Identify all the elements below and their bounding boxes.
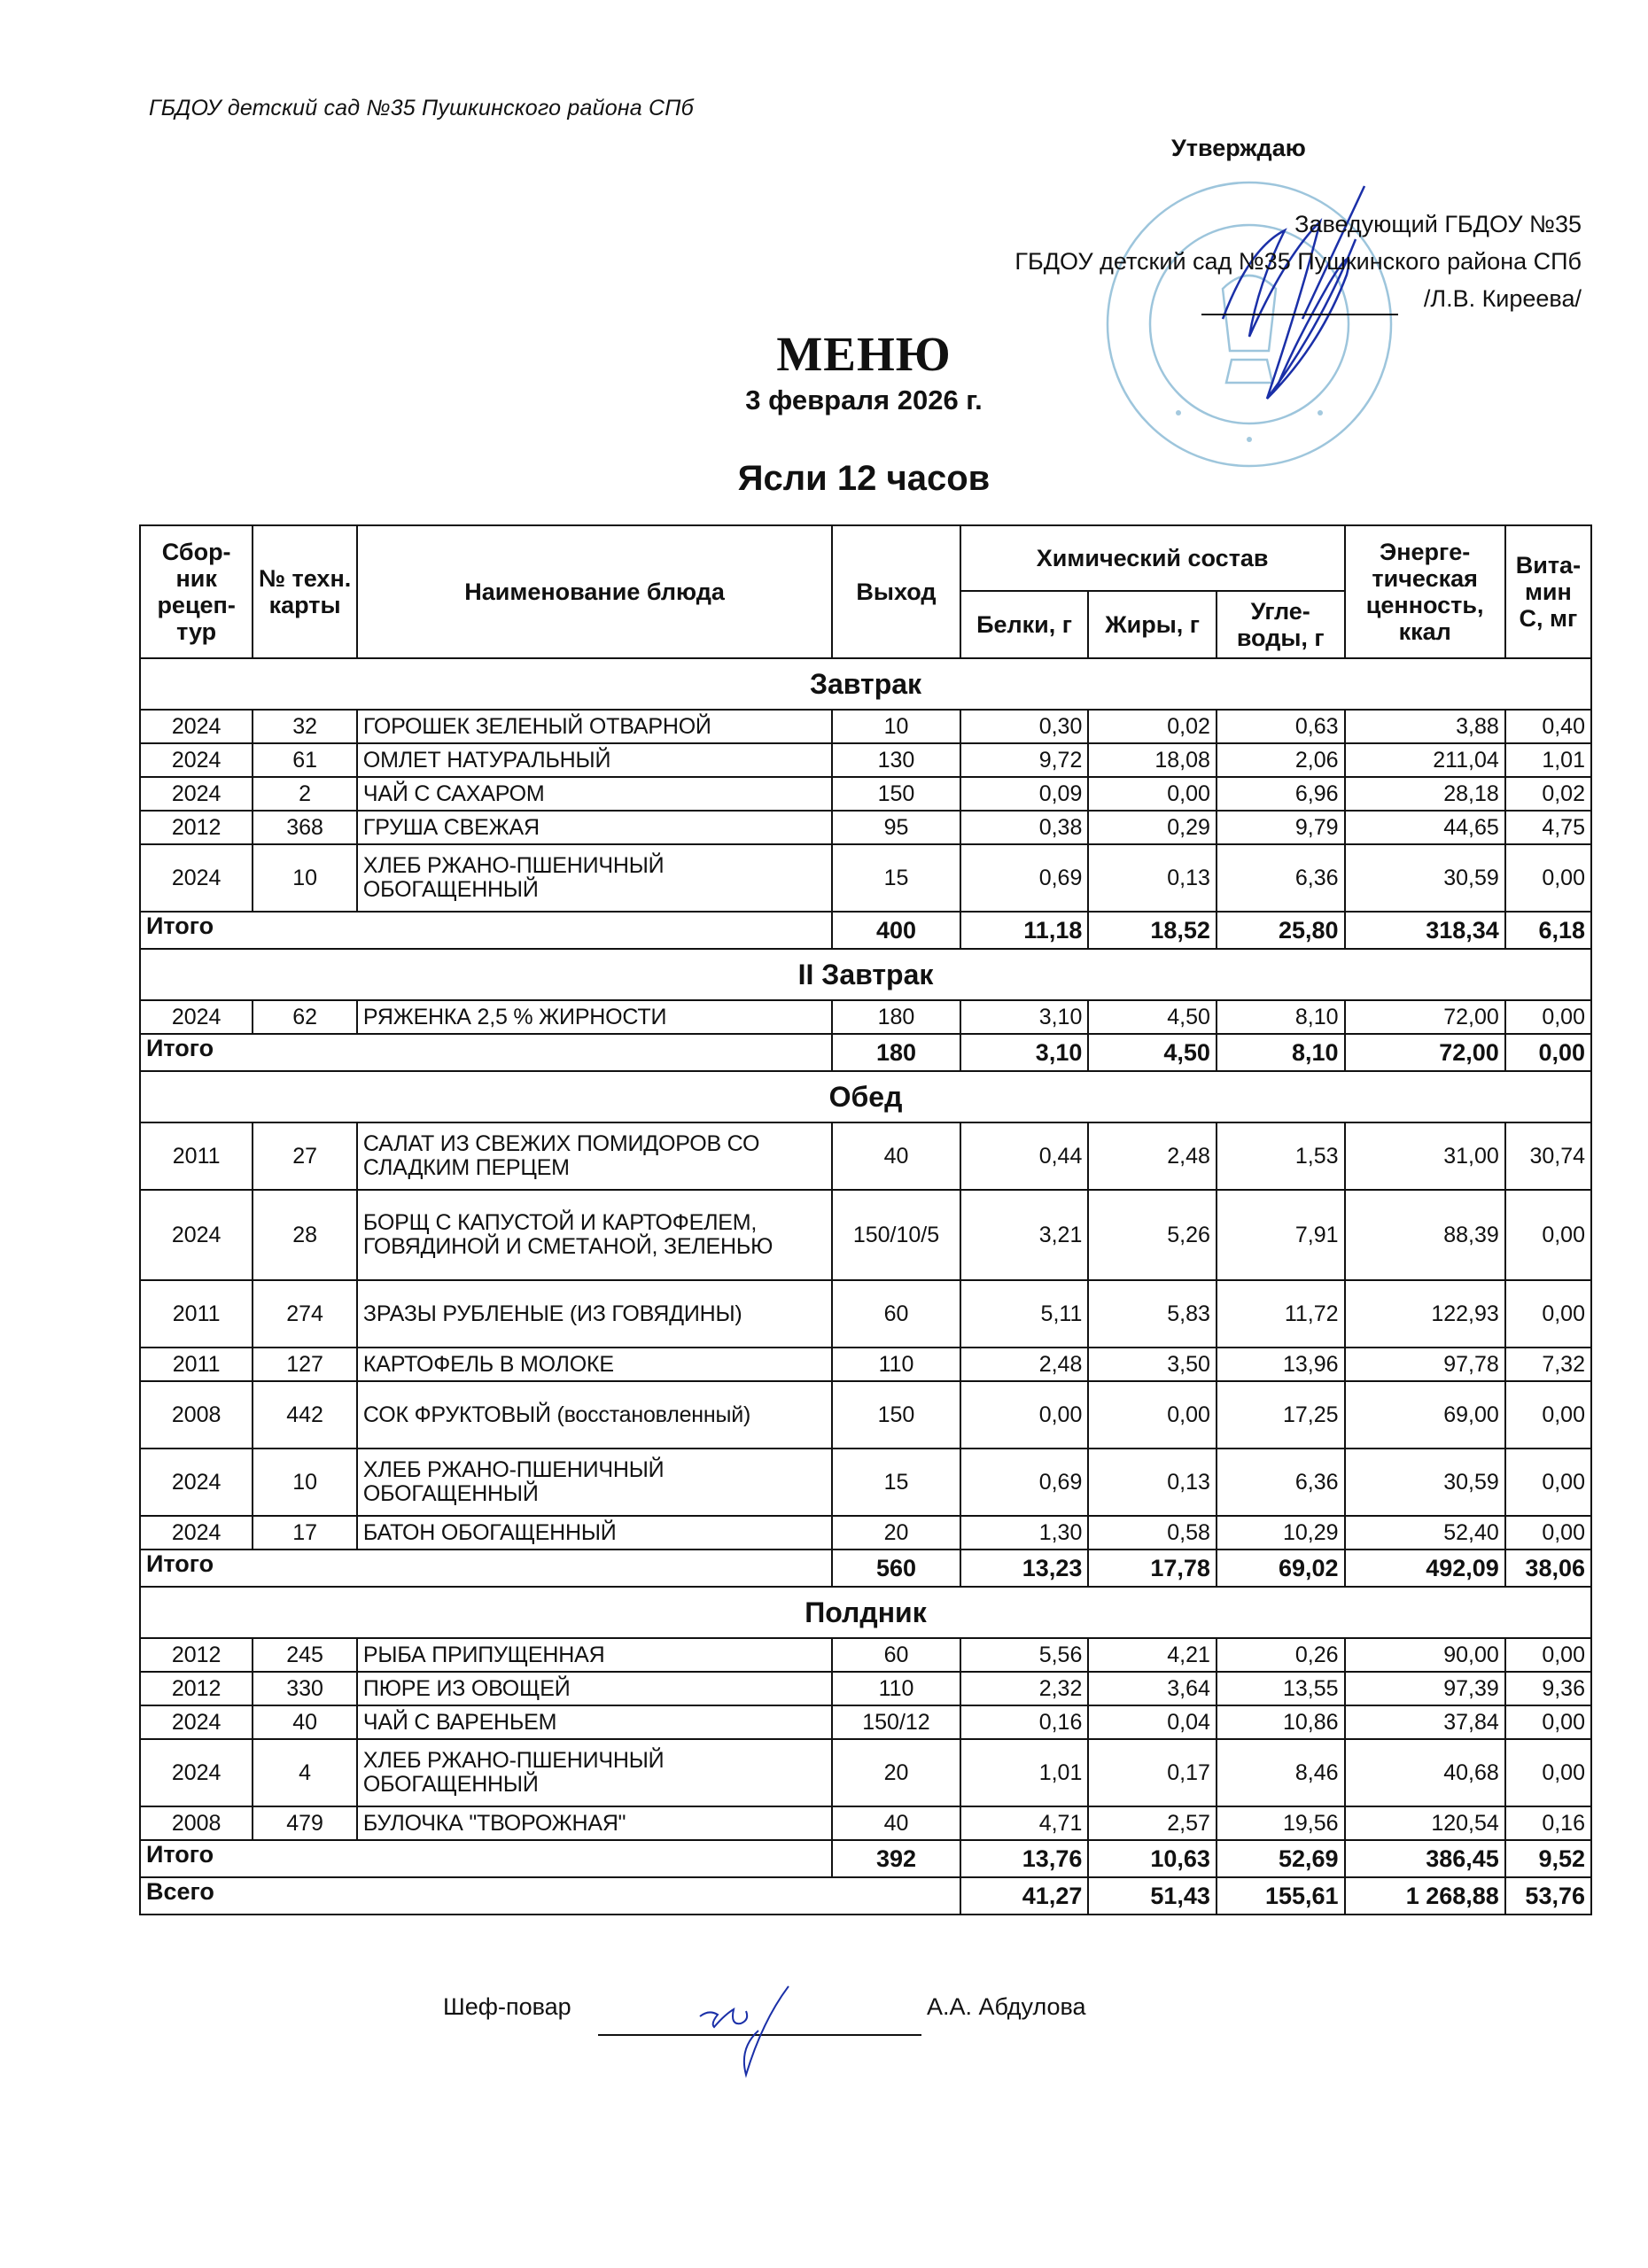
table-row (140, 811, 1591, 844)
approval-signatory: /Л.В. Киреева/ (1423, 285, 1582, 312)
menu-table-body (140, 658, 1591, 1915)
cell-dish-name: ХЛЕБ РЖАНО-ПШЕНИЧНЫЙ ОБОГАЩЕННЫЙ (357, 1449, 832, 1516)
cell-energy: 40,68 (1345, 1739, 1505, 1806)
cell-output: 95 (832, 811, 960, 844)
section-header-row (140, 1587, 1591, 1638)
menu-date: 3 февраля 2026 г. (745, 384, 983, 416)
cell-fat: 2,48 (1088, 1122, 1217, 1190)
menu-table (139, 524, 1592, 1915)
cell-fat: 0,00 (1088, 1381, 1217, 1449)
cell-tech-card: 2 (253, 777, 357, 811)
total-carbs: 52,69 (1217, 1840, 1345, 1877)
cell-tech-card: 10 (253, 844, 357, 912)
cell-output: 150/12 (832, 1705, 960, 1739)
cell-protein: 5,56 (960, 1638, 1089, 1672)
cell-vitamin: 0,40 (1505, 710, 1591, 743)
cell-energy: 69,00 (1345, 1381, 1505, 1449)
cell-source: 2011 (140, 1122, 253, 1190)
cell-carbs: 0,26 (1217, 1638, 1345, 1672)
cell-protein: 9,72 (960, 743, 1089, 777)
header-protein: Белки, г (960, 591, 1089, 658)
cell-vitamin: 0,16 (1505, 1806, 1591, 1840)
cell-carbs: 1,53 (1217, 1122, 1345, 1190)
cell-energy: 3,88 (1345, 710, 1505, 743)
table-row (140, 1806, 1591, 1840)
total-energy: 492,09 (1345, 1550, 1505, 1587)
cell-dish-name: БУЛОЧКА "ТВОРОЖНАЯ" (357, 1806, 832, 1840)
section-total-row (140, 1840, 1591, 1877)
cell-dish-name: ГОРОШЕК ЗЕЛЕНЫЙ ОТВАРНОЙ (357, 710, 832, 743)
cell-protein: 0,09 (960, 777, 1089, 811)
cell-protein: 3,10 (960, 1000, 1089, 1034)
cell-carbs: 10,86 (1217, 1705, 1345, 1739)
grand-total-carbs: 155,61 (1217, 1877, 1345, 1915)
total-fat: 10,63 (1088, 1840, 1217, 1877)
cell-energy: 211,04 (1345, 743, 1505, 777)
total-vitamin: 6,18 (1505, 912, 1591, 949)
total-label: Итого (140, 1840, 832, 1877)
cell-source: 2012 (140, 811, 253, 844)
cell-fat: 3,64 (1088, 1672, 1217, 1705)
cell-dish-name: БАТОН ОБОГАЩЕННЫЙ (357, 1516, 832, 1550)
cell-protein: 0,30 (960, 710, 1089, 743)
cell-carbs: 13,55 (1217, 1672, 1345, 1705)
total-carbs: 8,10 (1217, 1034, 1345, 1071)
cell-output: 150 (832, 1381, 960, 1449)
cell-protein: 0,44 (960, 1122, 1089, 1190)
cell-fat: 0,58 (1088, 1516, 1217, 1550)
cell-output: 150 (832, 777, 960, 811)
cell-vitamin: 0,00 (1505, 1739, 1591, 1806)
cell-dish-name: РЫБА ПРИПУЩЕННАЯ (357, 1638, 832, 1672)
cell-protein: 0,38 (960, 811, 1089, 844)
cell-fat: 0,00 (1088, 777, 1217, 811)
grand-total-label: Всего (140, 1877, 960, 1915)
cell-energy: 90,00 (1345, 1638, 1505, 1672)
menu-group: Ясли 12 часов (737, 459, 991, 498)
total-label: Итого (140, 912, 832, 949)
cell-fat: 0,17 (1088, 1739, 1217, 1806)
cell-output: 10 (832, 710, 960, 743)
total-protein: 13,76 (960, 1840, 1089, 1877)
section-title: II Завтрак (140, 949, 1591, 1000)
grand-total-vitamin: 53,76 (1505, 1877, 1591, 1915)
header-output: Выход (832, 525, 960, 658)
cell-source: 2024 (140, 743, 253, 777)
cell-tech-card: 274 (253, 1280, 357, 1348)
cell-carbs: 13,96 (1217, 1348, 1345, 1381)
cell-energy: 97,39 (1345, 1672, 1505, 1705)
cell-energy: 28,18 (1345, 777, 1505, 811)
cell-dish-name: ПЮРЕ ИЗ ОВОЩЕЙ (357, 1672, 832, 1705)
table-row (140, 1638, 1591, 1672)
cell-protein: 1,30 (960, 1516, 1089, 1550)
cell-fat: 5,26 (1088, 1190, 1217, 1280)
cell-carbs: 10,29 (1217, 1516, 1345, 1550)
grand-total-protein: 41,27 (960, 1877, 1089, 1915)
total-label: Итого (140, 1034, 832, 1071)
section-total-row (140, 912, 1591, 949)
cell-tech-card: 330 (253, 1672, 357, 1705)
table-row (140, 1516, 1591, 1550)
cell-protein: 0,69 (960, 1449, 1089, 1516)
cell-source: 2008 (140, 1806, 253, 1840)
cell-fat: 0,02 (1088, 710, 1217, 743)
cell-output: 150/10/5 (832, 1190, 960, 1280)
cell-source: 2011 (140, 1348, 253, 1381)
grand-total-fat: 51,43 (1088, 1877, 1217, 1915)
total-label: Итого (140, 1550, 832, 1587)
cell-source: 2024 (140, 1705, 253, 1739)
table-header-row (140, 525, 1591, 591)
total-energy: 318,34 (1345, 912, 1505, 949)
cell-dish-name: ГРУША СВЕЖАЯ (357, 811, 832, 844)
cell-source: 2012 (140, 1672, 253, 1705)
cell-energy: 37,84 (1345, 1705, 1505, 1739)
cell-output: 130 (832, 743, 960, 777)
section-title: Завтрак (140, 658, 1591, 710)
cell-vitamin: 4,75 (1505, 811, 1591, 844)
total-output: 400 (832, 912, 960, 949)
approval-title: Утверждаю (1171, 135, 1306, 161)
cell-carbs: 11,72 (1217, 1280, 1345, 1348)
section-title: Полдник (140, 1587, 1591, 1638)
cell-energy: 30,59 (1345, 844, 1505, 912)
cell-source: 2024 (140, 1516, 253, 1550)
section-total-row (140, 1550, 1591, 1587)
table-row (140, 844, 1591, 912)
cell-dish-name: РЯЖЕНКА 2,5 % ЖИРНОСТИ (357, 1000, 832, 1034)
cell-vitamin: 0,00 (1505, 1449, 1591, 1516)
section-total-row (140, 1034, 1591, 1071)
header-vitamin: Вита-мин С, мг (1505, 525, 1591, 658)
total-energy: 72,00 (1345, 1034, 1505, 1071)
chef-label: Шеф-повар (443, 1993, 571, 2020)
cell-fat: 18,08 (1088, 743, 1217, 777)
total-fat: 18,52 (1088, 912, 1217, 949)
cell-energy: 120,54 (1345, 1806, 1505, 1840)
cell-vitamin: 0,00 (1505, 1000, 1591, 1034)
cell-tech-card: 27 (253, 1122, 357, 1190)
cell-vitamin: 7,32 (1505, 1348, 1591, 1381)
cell-fat: 0,04 (1088, 1705, 1217, 1739)
cell-dish-name: ЗРАЗЫ РУБЛЕНЫЕ (ИЗ ГОВЯДИНЫ) (357, 1280, 832, 1348)
cell-tech-card: 40 (253, 1705, 357, 1739)
cell-vitamin: 0,00 (1505, 1705, 1591, 1739)
total-output: 560 (832, 1550, 960, 1587)
total-output: 392 (832, 1840, 960, 1877)
section-title: Обед (140, 1071, 1591, 1122)
grand-total-energy: 1 268,88 (1345, 1877, 1505, 1915)
cell-dish-name: ЧАЙ С ВАРЕНЬЕМ (357, 1705, 832, 1739)
cell-carbs: 6,36 (1217, 844, 1345, 912)
cell-dish-name: ХЛЕБ РЖАНО-ПШЕНИЧНЫЙ ОБОГАЩЕННЫЙ (357, 844, 832, 912)
table-row (140, 743, 1591, 777)
cell-protein: 0,00 (960, 1381, 1089, 1449)
cell-dish-name: СОК ФРУКТОВЫЙ (восстановленный) (357, 1381, 832, 1449)
grand-total-row (140, 1877, 1591, 1915)
approval-organization: ГБДОУ детский сад №35 Пушкинского района СПб (1014, 248, 1582, 275)
cell-source: 2024 (140, 844, 253, 912)
cell-source: 2024 (140, 1739, 253, 1806)
cell-output: 40 (832, 1806, 960, 1840)
table-row (140, 710, 1591, 743)
cell-dish-name: БОРЩ С КАПУСТОЙ И КАРТОФЕЛЕМ, ГОВЯДИНОЙ И СМЕТАНОЙ, ЗЕЛЕНЬЮ (357, 1190, 832, 1280)
cell-output: 15 (832, 844, 960, 912)
cell-tech-card: 127 (253, 1348, 357, 1381)
cell-protein: 2,32 (960, 1672, 1089, 1705)
cell-energy: 122,93 (1345, 1280, 1505, 1348)
cell-protein: 5,11 (960, 1280, 1089, 1348)
cell-output: 60 (832, 1280, 960, 1348)
cell-vitamin: 1,01 (1505, 743, 1591, 777)
cell-carbs: 6,36 (1217, 1449, 1345, 1516)
header-carbs: Угле-воды, г (1217, 591, 1345, 658)
total-protein: 3,10 (960, 1034, 1089, 1071)
cell-output: 20 (832, 1516, 960, 1550)
cell-source: 2024 (140, 777, 253, 811)
cell-carbs: 8,46 (1217, 1739, 1345, 1806)
cell-carbs: 2,06 (1217, 743, 1345, 777)
cell-dish-name: ХЛЕБ РЖАНО-ПШЕНИЧНЫЙ ОБОГАЩЕННЫЙ (357, 1739, 832, 1806)
cell-tech-card: 479 (253, 1806, 357, 1840)
section-header-row (140, 658, 1591, 710)
cell-fat: 4,21 (1088, 1638, 1217, 1672)
cell-carbs: 0,63 (1217, 710, 1345, 743)
cell-tech-card: 245 (253, 1638, 357, 1672)
cell-dish-name: ОМЛЕТ НАТУРАЛЬНЫЙ (357, 743, 832, 777)
cell-energy: 52,40 (1345, 1516, 1505, 1550)
cell-carbs: 8,10 (1217, 1000, 1345, 1034)
section-header-row (140, 949, 1591, 1000)
cell-protein: 0,16 (960, 1705, 1089, 1739)
cell-dish-name: ЧАЙ С САХАРОМ (357, 777, 832, 811)
page-title: МЕНЮ (776, 327, 952, 381)
cell-tech-card: 61 (253, 743, 357, 777)
header-dish: Наименование блюда (357, 525, 832, 658)
section-header-row (140, 1071, 1591, 1122)
cell-carbs: 19,56 (1217, 1806, 1345, 1840)
cell-dish-name: КАРТОФЕЛЬ В МОЛОКЕ (357, 1348, 832, 1381)
cell-fat: 3,50 (1088, 1348, 1217, 1381)
cell-vitamin: 30,74 (1505, 1122, 1591, 1190)
cell-fat: 0,13 (1088, 844, 1217, 912)
cell-fat: 0,13 (1088, 1449, 1217, 1516)
cell-carbs: 6,96 (1217, 777, 1345, 811)
cell-vitamin: 9,36 (1505, 1672, 1591, 1705)
cell-tech-card: 62 (253, 1000, 357, 1034)
total-energy: 386,45 (1345, 1840, 1505, 1877)
cell-energy: 97,78 (1345, 1348, 1505, 1381)
cell-carbs: 7,91 (1217, 1190, 1345, 1280)
cell-protein: 0,69 (960, 844, 1089, 912)
cell-carbs: 17,25 (1217, 1381, 1345, 1449)
cell-output: 40 (832, 1122, 960, 1190)
organization-header: ГБДОУ детский сад №35 Пушкинского района СПб (149, 96, 694, 120)
cell-tech-card: 17 (253, 1516, 357, 1550)
cell-energy: 44,65 (1345, 811, 1505, 844)
cell-output: 180 (832, 1000, 960, 1034)
cell-protein: 2,48 (960, 1348, 1089, 1381)
table-row (140, 1705, 1591, 1739)
cell-fat: 2,57 (1088, 1806, 1217, 1840)
total-carbs: 69,02 (1217, 1550, 1345, 1587)
cell-protein: 4,71 (960, 1806, 1089, 1840)
cell-vitamin: 0,00 (1505, 1190, 1591, 1280)
table-row (140, 1000, 1591, 1034)
cell-output: 15 (832, 1449, 960, 1516)
cell-output: 110 (832, 1348, 960, 1381)
cell-tech-card: 368 (253, 811, 357, 844)
table-row (140, 1449, 1591, 1516)
cell-carbs: 9,79 (1217, 811, 1345, 844)
cell-source: 2008 (140, 1381, 253, 1449)
cell-source: 2011 (140, 1280, 253, 1348)
total-protein: 11,18 (960, 912, 1089, 949)
total-fat: 4,50 (1088, 1034, 1217, 1071)
cell-fat: 0,29 (1088, 811, 1217, 844)
total-vitamin: 38,06 (1505, 1550, 1591, 1587)
chef-name: А.А. Абдулова (927, 1993, 1086, 2020)
cell-vitamin: 0,02 (1505, 777, 1591, 811)
cell-energy: 88,39 (1345, 1190, 1505, 1280)
cell-fat: 5,83 (1088, 1280, 1217, 1348)
cell-source: 2024 (140, 1000, 253, 1034)
approval-position: Заведующий ГБДОУ №35 (1294, 211, 1582, 237)
header-energy: Энерге-тическая ценность, ккал (1345, 525, 1505, 658)
cell-energy: 30,59 (1345, 1449, 1505, 1516)
header-tech-card: № техн. карты (253, 525, 357, 658)
cell-source: 2012 (140, 1638, 253, 1672)
header-source: Сбор-ник рецеп-тур (140, 525, 253, 658)
cell-output: 20 (832, 1739, 960, 1806)
total-output: 180 (832, 1034, 960, 1071)
table-row (140, 1739, 1591, 1806)
cell-vitamin: 0,00 (1505, 1280, 1591, 1348)
chef-signature-icon (691, 1981, 824, 2078)
table-row (140, 1280, 1591, 1348)
cell-tech-card: 442 (253, 1381, 357, 1449)
table-row (140, 1122, 1591, 1190)
cell-vitamin: 0,00 (1505, 1516, 1591, 1550)
header-chem: Химический состав (960, 525, 1345, 591)
approval-signature-line (1201, 314, 1398, 315)
cell-dish-name: САЛАТ ИЗ СВЕЖИХ ПОМИДОРОВ СО СЛАДКИМ ПЕРЦЕМ (357, 1122, 832, 1190)
table-row (140, 1348, 1591, 1381)
cell-vitamin: 0,00 (1505, 844, 1591, 912)
table-row (140, 777, 1591, 811)
cell-output: 110 (832, 1672, 960, 1705)
total-vitamin: 0,00 (1505, 1034, 1591, 1071)
table-row (140, 1381, 1591, 1449)
cell-protein: 3,21 (960, 1190, 1089, 1280)
cell-energy: 72,00 (1345, 1000, 1505, 1034)
cell-source: 2024 (140, 710, 253, 743)
cell-tech-card: 4 (253, 1739, 357, 1806)
table-row (140, 1672, 1591, 1705)
total-protein: 13,23 (960, 1550, 1089, 1587)
cell-vitamin: 0,00 (1505, 1381, 1591, 1449)
total-carbs: 25,80 (1217, 912, 1345, 949)
cell-tech-card: 28 (253, 1190, 357, 1280)
cell-source: 2024 (140, 1190, 253, 1280)
cell-fat: 4,50 (1088, 1000, 1217, 1034)
total-vitamin: 9,52 (1505, 1840, 1591, 1877)
cell-output: 60 (832, 1638, 960, 1672)
cell-vitamin: 0,00 (1505, 1638, 1591, 1672)
cell-energy: 31,00 (1345, 1122, 1505, 1190)
header-fat: Жиры, г (1088, 591, 1217, 658)
total-fat: 17,78 (1088, 1550, 1217, 1587)
cell-tech-card: 10 (253, 1449, 357, 1516)
cell-protein: 1,01 (960, 1739, 1089, 1806)
table-row (140, 1190, 1591, 1280)
cell-source: 2024 (140, 1449, 253, 1516)
cell-tech-card: 32 (253, 710, 357, 743)
